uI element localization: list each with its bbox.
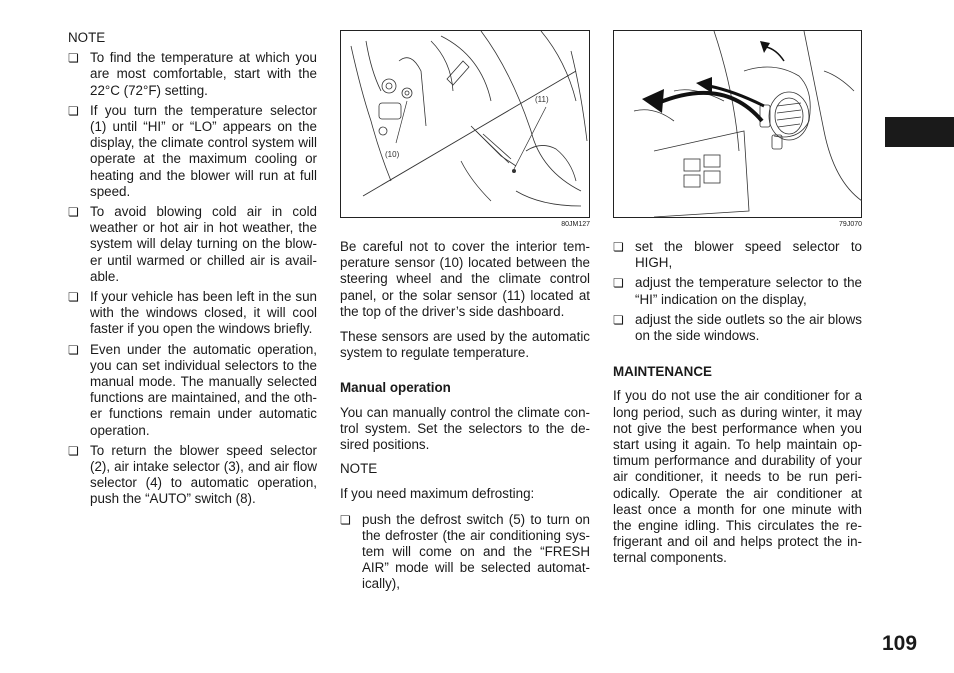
paragraph: Be careful not to cover the interior tem-perature sensor (10) located between the steering wheel and the climate control panel, or the solar sensor (11) located at the top of the driver’s side dashboard. (340, 239, 590, 319)
page-number: 109 (882, 632, 918, 655)
list-item: ❏ adjust the temperature selector to the “HI” indication on the display, (613, 275, 862, 307)
side-window-list (613, 239, 862, 344)
chapter-tab (885, 117, 954, 147)
paragraph: These sensors are used by the automatic system to regulate temperature. (340, 329, 590, 361)
label-10: (10) (385, 150, 400, 159)
note-list (68, 50, 317, 507)
list-item: ❏ set the blower speed selector to HIGH, (613, 239, 862, 271)
middle-column (340, 30, 590, 597)
paragraph: If you do not use the air conditioner for a long period, such as during winter, it may not give the best performance when you start using it again. To help maintain op-timum performance and durability of your air conditioner, it needs to be run peri-odically. Operate the air conditioner at least once a month for one minute with the engine idling. This circulates the re-frigerant and oil and helps protect the in-ternal components. (613, 388, 862, 566)
outlet-figure (613, 30, 862, 218)
left-column (68, 30, 317, 512)
list-item: ❏ If you turn the temperature selector (1) until “HI” or “LO” appears on the display, the climate control system will operate at the maximum cooling or heating and the blower will run at full speed. (68, 103, 317, 200)
list-item: ❏ If your vehicle has been left in the sun with the windows closed, it will cool faster if you open the windows briefly. (68, 289, 317, 338)
paragraph: You can manually control the climate con-trol system. Set the selectors to the de-sired positions. (340, 404, 590, 453)
figure-code: 79J070 (839, 221, 862, 228)
list-item: ❏ Even under the automatic operation, you can set individual selectors to the manual mode. The manually selected functions are maintained, and the oth-er functions remain under automatic operation. (68, 342, 317, 439)
list-item: ❏ To avoid blowing cold air in cold weather or hot air in hot weather, the system will delay turning on the blow-er until warmed or chilled air is avail-able. (68, 204, 317, 285)
section-heading: MAINTENANCE (613, 364, 712, 380)
label-11: (11) (535, 95, 549, 104)
dashboard-sensor-illustration (341, 31, 589, 217)
note-title: NOTE (68, 30, 106, 45)
right-column (613, 30, 862, 567)
section-heading: Manual operation (340, 380, 451, 396)
paragraph: If you need maximum defrosting: (340, 486, 535, 502)
sensor-figure (340, 30, 590, 218)
list-item: ❏ push the defrost switch (5) to turn on the defroster (the air conditioning sys-tem will come on and the “FRESH AIR” mode will be selected automat-ically), (340, 512, 590, 593)
list-item: ❏ adjust the side outlets so the air blows on the side windows. (613, 312, 862, 344)
defrost-list (340, 512, 590, 593)
list-item: ❏ To find the temperature at which you are most comfortable, start with the 22°C (72°F) setting. (68, 50, 317, 99)
list-item: ❏ To return the blower speed selector (2), air intake selector (3), and air flow selector (4) to automatic operation, push the “AUTO” switch (8). (68, 443, 317, 508)
figure-code: 80JM127 (561, 221, 590, 228)
side-outlet-illustration (614, 31, 862, 217)
note-title: NOTE (340, 461, 378, 477)
